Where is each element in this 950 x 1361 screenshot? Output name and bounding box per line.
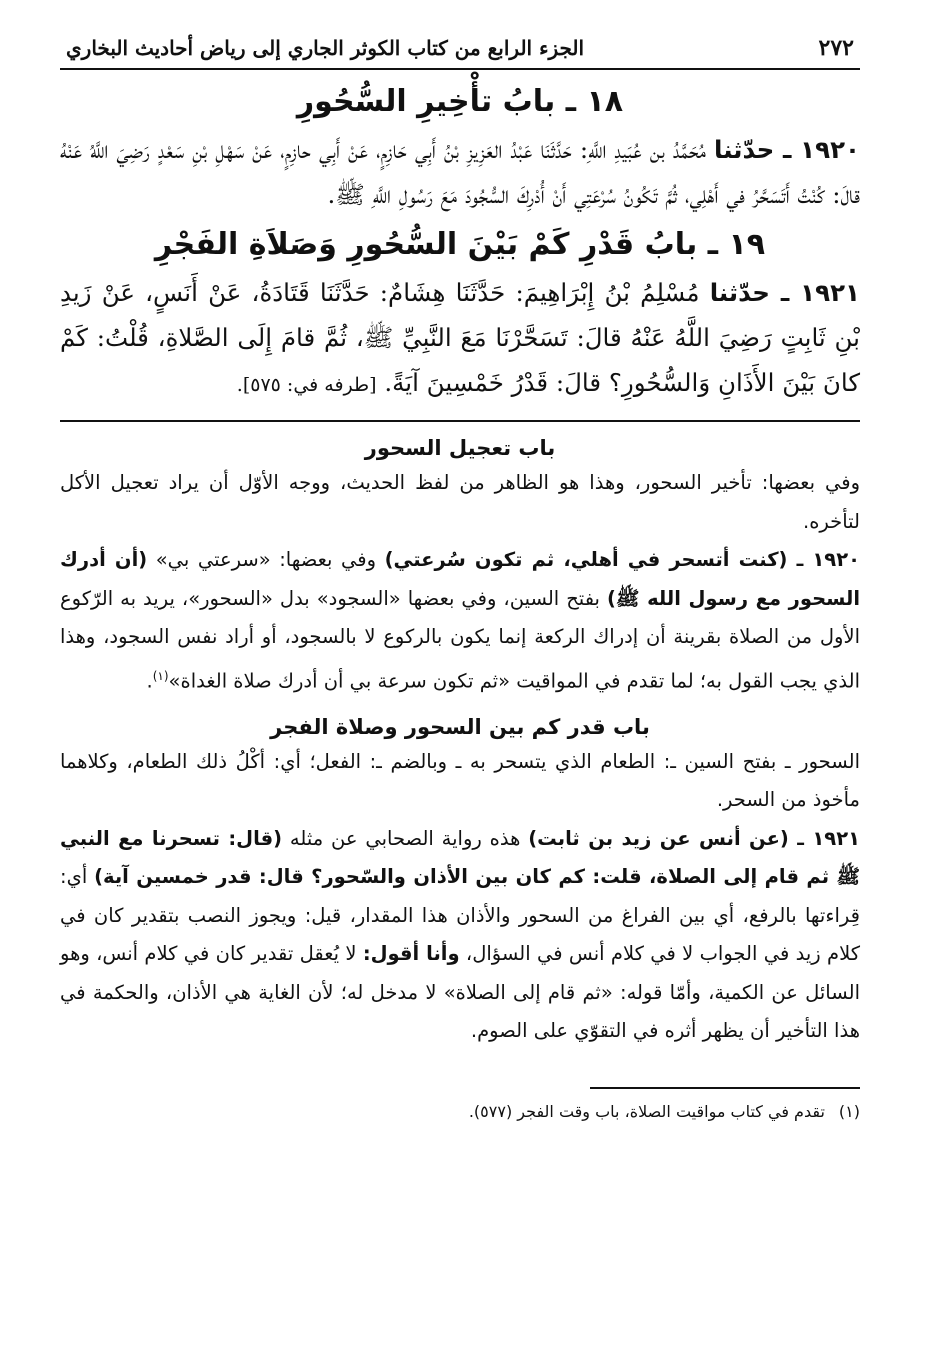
footnote-number: (١) <box>838 1101 860 1121</box>
commentary-text: وفي بعضها: «سرعتي بي» <box>147 548 385 571</box>
commentary-text: لا يُعقل تقدير كان في كلام أنس، وهو السائل عن الكمية، وأمّا قوله: «ثم قام إلى الصلاة» لا مدخل له؛ لأن الغاية هي الأذان، والحكمة في هذا التأخير أن يظهر أثره في التقوّي على الصوم. <box>60 942 860 1042</box>
commentary-subtitle-2: باب قدر كم بين السحور وصلاة الفجر <box>270 714 650 739</box>
commentary-text: هذه رواية الصحابي عن مثله <box>282 826 529 850</box>
hadith-text: مُحَمَّدُ بن عُبَيدِ اللَّهِ: حَدَّثَنَا عَبْدُ العَزِيزِ بْنُ أَبِي حَازِمٍ، عَنْ أَبِي حازِمٍ، عَنْ سَهْلِ بْنِ سَعْدٍ رَضِيَ اللَّهُ عَنْهُ قالَ: كُنْتُ أَتَسَحَّرُ في أَهْلِي، ثُمَّ تَكُونُ سُرْعَتِي أَنْ أُدْرِكَ السُّجُودَ مَعَ رَسُولِ اللَّهِ ﷺ. <box>60 135 860 209</box>
commentary-paragraph: وفي بعضها: تأخير السحور، وهذا هو الظاهر من لفظ الحديث، ووجه الأوّل أن يراد تعجيل الأكل لتأخره. <box>60 471 860 533</box>
page-header <box>60 28 860 70</box>
footnote-rule <box>590 1087 860 1089</box>
commentary-paragraph-1920 <box>60 541 860 701</box>
commentary-paragraph: السحور ـ بفتح السين ـ: الطعام الذي يتسحر به ـ وبالضم ـ: الفعل؛ أي: أكْلُ ذلك الطعام، وكلاهما مأخوذ من السحر. <box>60 749 860 811</box>
hadith-lead: ١٩٢١ ـ حدّثنا <box>709 278 860 307</box>
quoted-text: وأنا أقول: <box>362 942 460 965</box>
hadith-text: مُسْلِمُ بْنُ إِبْرَاهِيمَ: حَدَّثَنَا هِشَامٌ: حَدَّثَنَا قَتَادَةُ، عَنْ أَنَسٍ، عَنْ زَيدِ بْنِ ثَابِتٍ رَضِيَ اللَّهُ عَنْهُ قالَ: تَسَحَّرْنَا مَعَ النَّبِيِّ ﷺ، ثُمَّ قامَ إِلَى الصَّلاةِ، قُلْتُ: كَمْ كانَ بَيْنَ الأَذَانِ وَالسُّحُورِ؟ قالَ: قَدْرُ خَمْسِينَ آيَةً. <box>60 278 860 397</box>
chapter-title-19: ١٩ ـ بابُ قَدْرِ كَمْ بَيْنَ السُّحُورِ وَصَلاَةِ الفَجْرِ <box>154 227 766 262</box>
page-number: ٢٧٢ <box>818 35 854 61</box>
tarf-reference: [طرفه في: ٥٧٥]. <box>236 374 377 396</box>
commentary-divider <box>60 420 860 422</box>
quoted-text: (أن أدرك السحور مع رسول الله ﷺ) <box>60 548 861 610</box>
footnote-ref: (١) <box>152 668 169 683</box>
commentary-text: بفتح السين، وفي بعضها «السجود» بدل «السحور»، يريد به الرّكوع الأول من الصلاة بقرينة أن إدراك الركعة إنما يكون بالركوع لا بالسجود، أو أراد نفس السجود، وهذا الذي يجب القول به؛ لما تقدم في المواقيت «ثم تكون سرعة بي أن أدرك صلاة الغداة» <box>60 586 860 692</box>
hadith-1921 <box>60 270 860 408</box>
commentary-paragraph-1921 <box>60 820 860 1051</box>
commentary-text: أي: قِراءتها بالرفع، أي بين الفراغ من السحور والأذان هذا المقدار، قيل: ويجوز النصب بتقدير كان في كلام زيد في الجواب لا في كلام أنس في السؤال، <box>60 865 860 965</box>
commentary-subtitle-1: باب تعجيل السحور <box>364 436 556 460</box>
running-title: الجزء الرابع من كتاب الكوثر الجاري إلى رياض أحاديث البخاري <box>66 36 585 60</box>
commentary-text: . <box>146 669 153 692</box>
quoted-text: ١٩٢١ ـ (عن أنس عن زيد بن ثابت) <box>528 826 860 850</box>
footnote-text: تقدم في كتاب مواقيت الصلاة، باب وقت الفجر (٥٧٧). <box>468 1101 825 1121</box>
hadith-1920 <box>60 127 860 217</box>
book-page <box>60 28 860 1125</box>
quoted-text: (قال: تسحرنا مع النبي ﷺ ثم قام إلى الصلاة، قلت: كم كان بين الأذان والسّحور؟ قال: قدر خمسين آية) <box>60 826 861 888</box>
quoted-text: ١٩٢٠ ـ (كنت أتسحر في أهلي، ثم تكون سُرعتي) <box>384 548 860 571</box>
chapter-title-18: ١٨ ـ بابُ تأْخِيرِ السُّحُورِ <box>296 84 624 119</box>
hadith-lead: ١٩٢٠ ـ حدّثنا <box>714 135 860 164</box>
footnote <box>60 1099 860 1125</box>
